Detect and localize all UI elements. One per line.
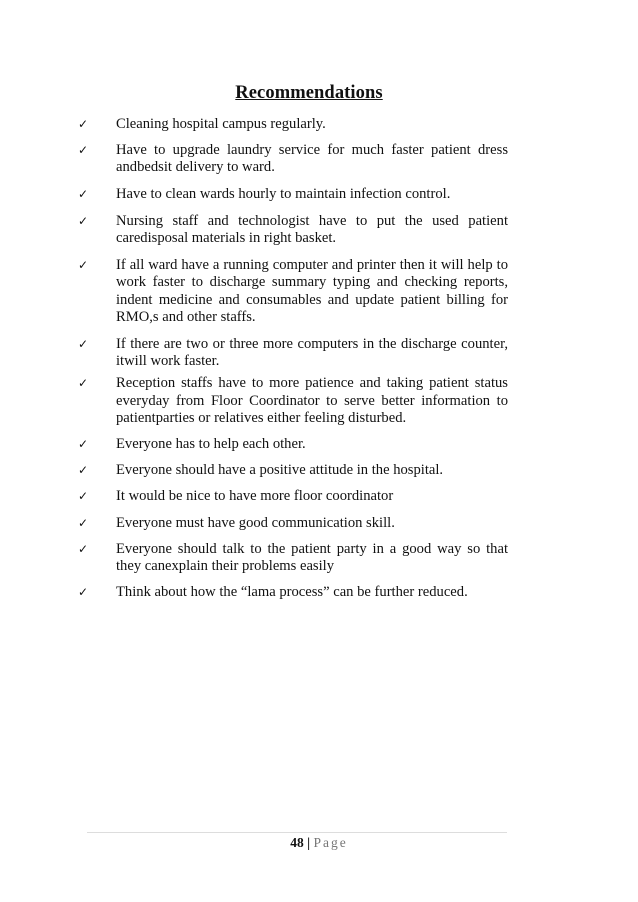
recommendations-list bbox=[78, 116, 508, 601]
list-item bbox=[78, 462, 508, 479]
checkmark-icon: ✓ bbox=[78, 515, 89, 530]
list-item-text: Nursing staff and technologist have to put the used patient caredisposal materials in right basket. bbox=[116, 212, 508, 247]
checkmark-icon: ✓ bbox=[78, 585, 89, 600]
checkmark-icon: ✓ bbox=[78, 337, 89, 352]
list-item bbox=[78, 515, 508, 532]
page-number: 48 bbox=[290, 835, 304, 850]
footer-divider bbox=[87, 832, 507, 833]
list-item-text: Think about how the “lama process” can be further reduced. bbox=[116, 584, 468, 601]
checkmark-icon: ✓ bbox=[78, 376, 89, 391]
list-item bbox=[78, 257, 508, 326]
footer-separator: | bbox=[307, 835, 311, 850]
list-item bbox=[78, 375, 508, 427]
page-label: Page bbox=[313, 835, 348, 850]
list-item-text: Everyone has to help each other. bbox=[116, 436, 306, 453]
list-item-text: Everyone should talk to the patient party in a good way so that they canexplain their problems easily bbox=[116, 540, 508, 575]
list-item bbox=[78, 336, 508, 370]
list-item bbox=[78, 436, 508, 453]
checkmark-icon: ✓ bbox=[78, 489, 89, 504]
list-item-text: Everyone should have a positive attitude in the hospital. bbox=[116, 462, 444, 479]
list-item bbox=[78, 142, 508, 176]
checkmark-icon: ✓ bbox=[78, 463, 89, 478]
list-item-text: Reception staffs have to more patience and taking patient status everyday from Floor Coordinator to serve better information to patientparties or relatives either feeling disturbed. bbox=[116, 375, 508, 426]
checkmark-icon: ✓ bbox=[78, 117, 89, 131]
list-item bbox=[78, 213, 508, 247]
checkmark-icon: ✓ bbox=[78, 541, 89, 556]
list-item-text: If there are two or three more computers in the discharge counter, itwill work faster. bbox=[116, 336, 508, 370]
checkmark-icon: ✓ bbox=[78, 186, 89, 201]
list-item-text: If all ward have a running computer and printer then it will help to work faster to discharge summary typing and checking reports, indent medicine and consumables and update patient billing for RMO,s and other staffs. bbox=[116, 257, 508, 325]
list-item-text: Cleaning hospital campus regularly. bbox=[116, 116, 326, 132]
list-item bbox=[78, 116, 508, 133]
checkmark-icon: ✓ bbox=[78, 437, 89, 452]
list-item-text: It would be nice to have more floor coordinator bbox=[116, 488, 394, 505]
list-item-text: Have to clean wards hourly to maintain infection control. bbox=[116, 185, 451, 202]
checkmark-icon: ✓ bbox=[78, 213, 89, 228]
list-item bbox=[78, 541, 508, 575]
list-item bbox=[78, 584, 508, 601]
list-item-text: Everyone must have good communication skill. bbox=[116, 514, 395, 531]
list-item bbox=[78, 186, 508, 203]
checkmark-icon: ✓ bbox=[78, 258, 89, 273]
list-item bbox=[78, 488, 508, 505]
page-footer bbox=[0, 835, 638, 851]
list-item-text: Have to upgrade laundry service for much faster patient dress andbedsit delivery to ward. bbox=[116, 142, 508, 176]
checkmark-icon: ✓ bbox=[78, 143, 89, 158]
page-title: Recommendations bbox=[235, 83, 383, 103]
